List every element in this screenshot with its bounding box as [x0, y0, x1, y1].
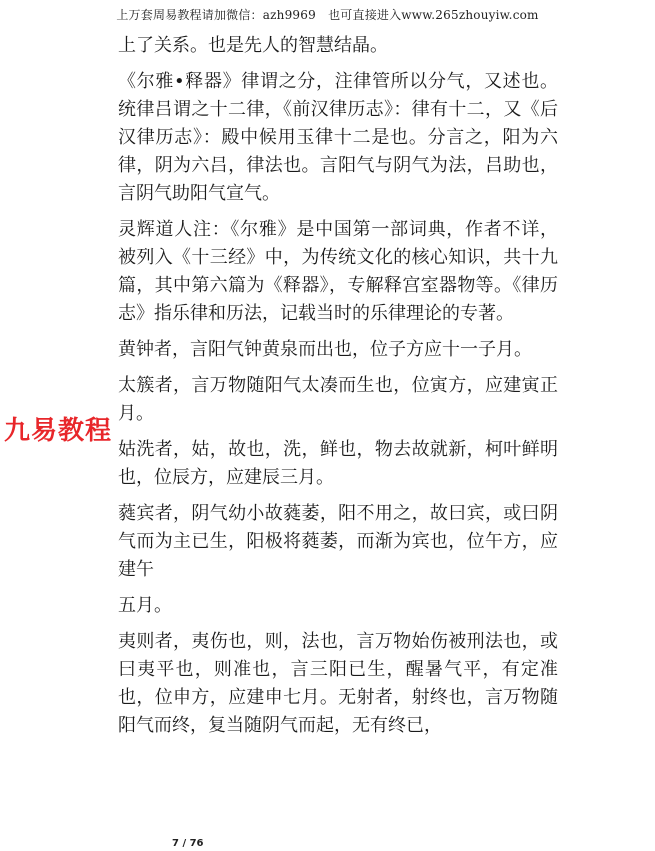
page-number: 7 / 76: [172, 838, 204, 849]
paragraph: 蕤宾者，阴气幼小故蕤萎，阳不用之，故曰宾，或曰阴气而为主已生，阳极将蕤萎，而渐为宾也，位午方，应建午: [118, 503, 558, 580]
page-header: 上万套周易教程请加微信：azh9969 也可直接进入www.265zhouyiw.com: [116, 8, 539, 22]
paragraph: 太簇者，言万物随阳气太凑而生也，位寅方，应建寅正月。: [118, 375, 558, 424]
document-body: [118, 32, 558, 748]
paragraph: 夷则者，夷伤也，则，法也，言万物始伤被刑法也，或曰夷平也，则准也，言三阳已生，醒暑气平，有定准也，位申方，应建申七月。无射者，射终也，言万物随阳气而终，复当随阴气而起，无有终已，: [118, 631, 558, 736]
paragraph: 灵辉道人注：《尔雅》是中国第一部词典，作者不详，被列入《十三经》中，为传统文化的核心知识，共十九篇，其中第六篇为《释器》，专解释宫室器物等。《律历志》指乐律和历法，记载当时的乐律理论的专著。: [118, 219, 558, 324]
paragraph: 上了关系。也是先人的智慧结晶。: [118, 35, 388, 56]
paragraph: 五月。: [118, 595, 172, 616]
paragraph: 《尔雅•释器》律谓之分，注律管所以分气，又述也。统律吕谓之十二律，《前汉律历志》：律有十二，又《后汉律历志》：殿中候用玉律十二是也。分言之，阳为六律，阴为六吕，律法也。言阳气与阴气为法，吕助也，言阴气助阳气宣气。: [118, 71, 558, 204]
paragraph: 黄钟者，言阳气钟黄泉而出也，位子方应十一子月。: [118, 339, 532, 360]
paragraph: 姑洗者，姑，故也，洗，鲜也，物去故就新，柯叶鲜明也，位辰方，应建辰三月。: [118, 439, 558, 488]
watermark-logo: 九易教程: [4, 416, 113, 446]
